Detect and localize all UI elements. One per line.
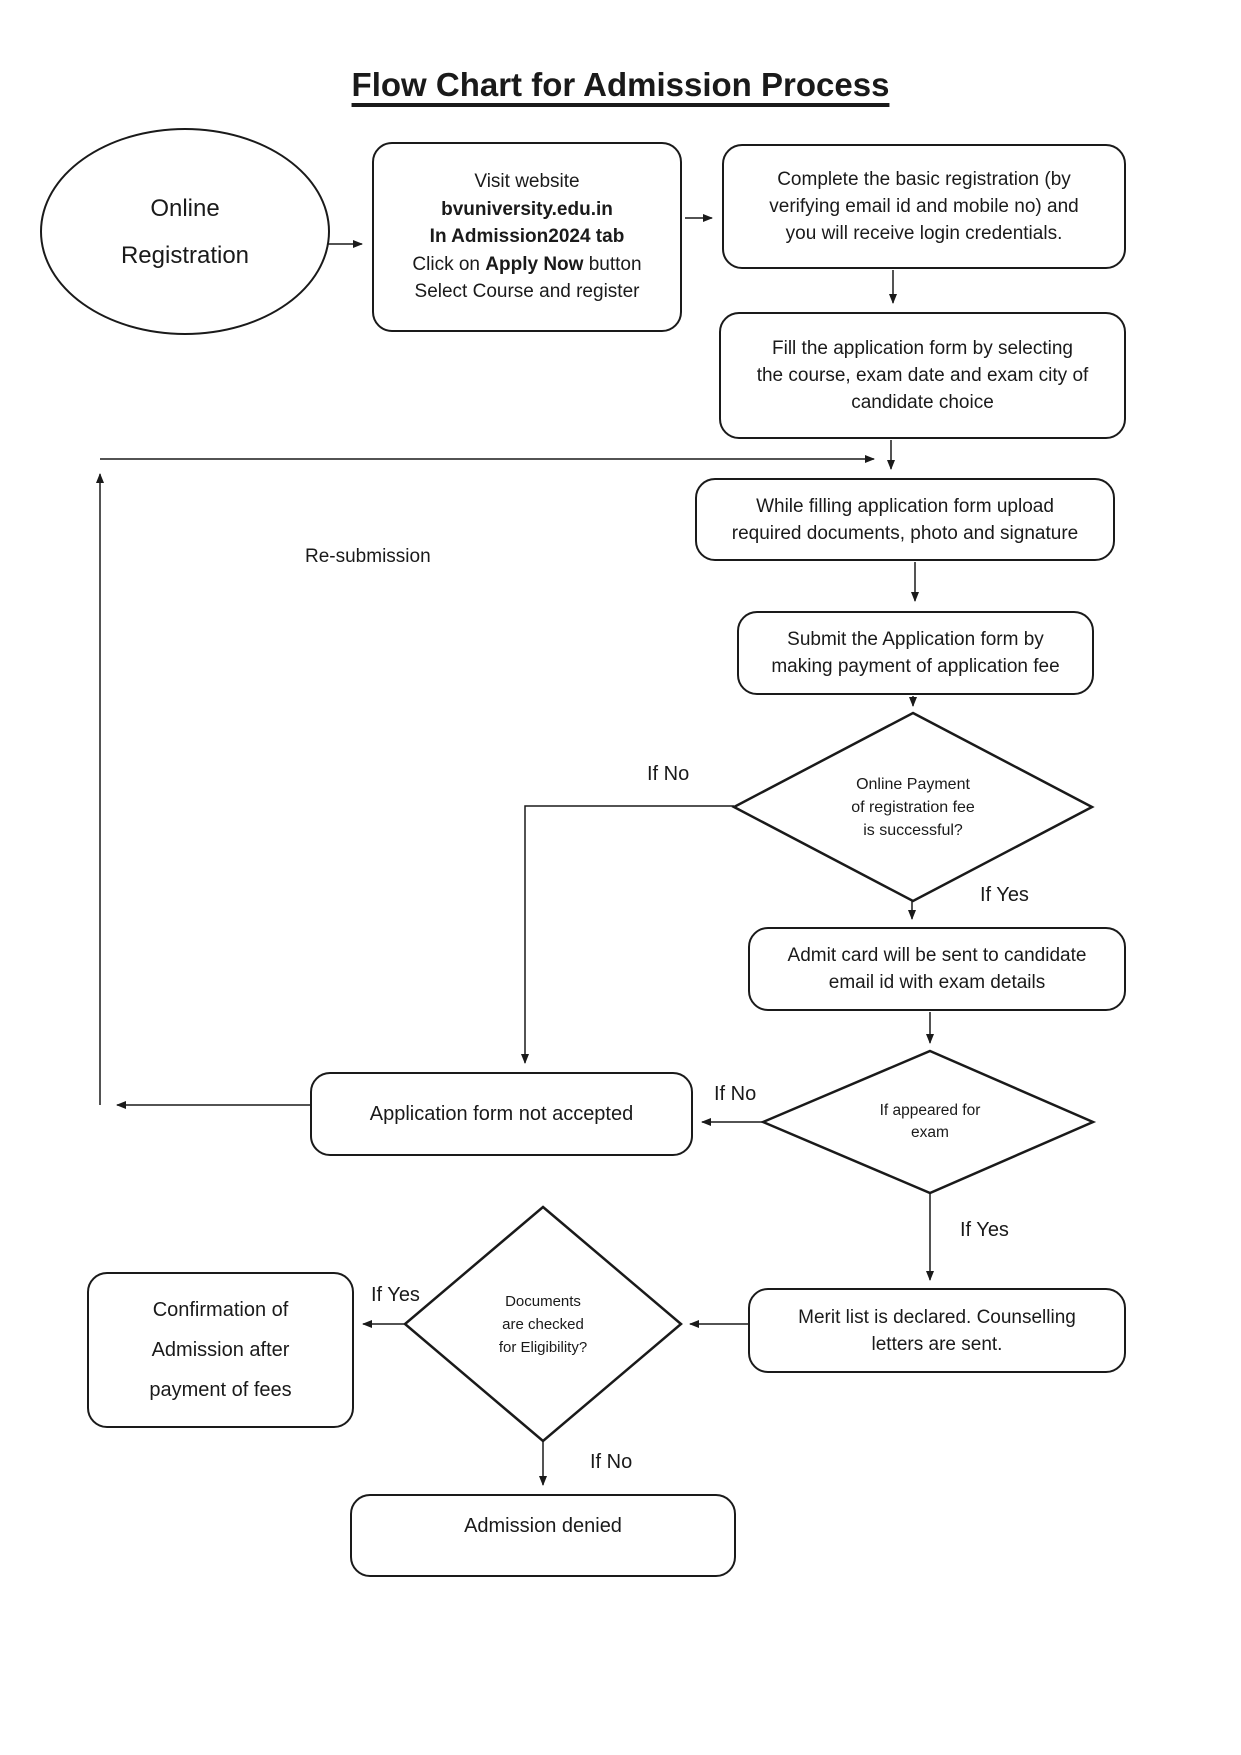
payment-yes-label: If Yes — [980, 884, 1029, 906]
documents-decision-text: Documents are checked for Eligibility? — [498, 1292, 588, 1356]
documents-no-label: If No — [590, 1451, 633, 1473]
connector-payment-no — [525, 806, 734, 1063]
submit-form-box: Submit the Application form by making payment of application fee — [737, 611, 1094, 695]
appeared-yes-label: If Yes — [960, 1219, 1009, 1241]
visit-website-box — [372, 142, 682, 332]
visit-line-4-pre: Click on — [412, 253, 486, 275]
appeared-no-label: If No — [714, 1083, 757, 1105]
visit-line-5: Select Course and register — [414, 281, 640, 303]
upload-documents-box: While filling application form upload required documents, photo and signature — [695, 478, 1115, 561]
documents-yes-label: If Yes — [371, 1284, 420, 1306]
payment-decision-text: Online Payment of registration fee is successful? — [851, 775, 975, 839]
visit-line-4-bold: Apply Now — [485, 253, 584, 275]
visit-line-4 — [412, 251, 641, 279]
visit-line-2: bvuniversity.edu.in — [441, 198, 613, 220]
appeared-decision-text: If appeared for exam — [879, 1102, 981, 1141]
admission-denied-box: Admission denied — [350, 1494, 736, 1577]
basic-registration-box: Complete the basic registration (by verifying email id and mobile no) and you will receive login credentials. — [722, 144, 1126, 269]
resubmission-label: Re-submission — [305, 546, 431, 567]
page-title-text: Flow Chart for Admission Process — [351, 66, 890, 103]
visit-line-4-post: button — [583, 253, 642, 275]
visit-line-1: Visit website — [474, 171, 580, 193]
form-not-accepted-box: Application form not accepted — [310, 1072, 693, 1156]
payment-no-label: If No — [647, 763, 690, 785]
admit-card-box: Admit card will be sent to candidate email id with exam details — [748, 927, 1126, 1011]
merit-list-box: Merit list is declared. Counselling letters are sent. — [748, 1288, 1126, 1373]
start-ellipse: Online Registration — [40, 128, 330, 335]
fill-form-box: Fill the application form by selecting the course, exam date and exam city of candidate choice — [719, 312, 1126, 439]
visit-line-3: In Admission2024 tab — [429, 226, 625, 248]
admission-confirmation-box: Confirmation of Admission after payment of fees — [87, 1272, 354, 1428]
